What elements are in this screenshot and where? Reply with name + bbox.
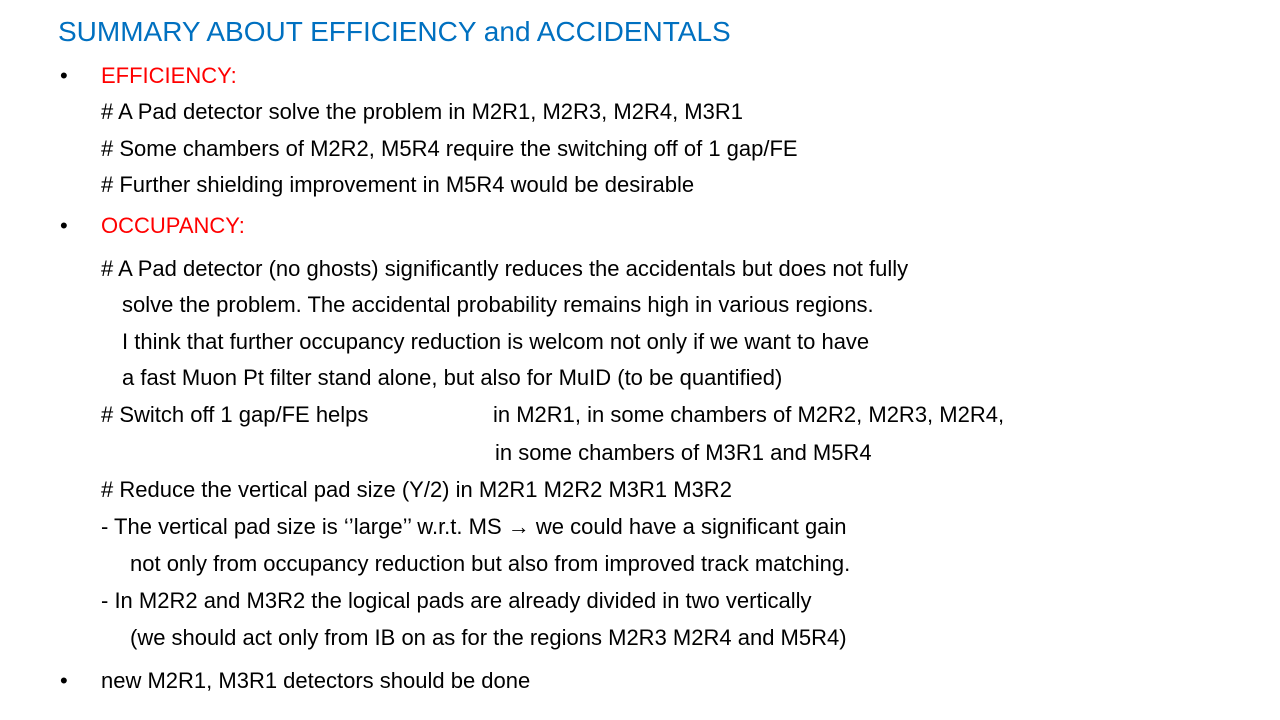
efficiency-line: # Further shielding improvement in M5R4 would be desirable — [101, 172, 695, 197]
divided-pads-line: - In M2R2 and M3R2 the logical pads are already divided in two vertically — [101, 588, 812, 613]
bullet-efficiency: • — [60, 63, 68, 88]
reduce-pad-size: # Reduce the vertical pad size (Y/2) in M2R1 M2R2 M3R1 M3R2 — [101, 477, 732, 502]
vertical-pad-text: - The vertical pad size is ‘’large’’ w.r.t. MS — [101, 514, 502, 539]
bullet-occupancy: • — [60, 213, 68, 238]
occupancy-heading: OCCUPANCY: — [101, 213, 245, 238]
occupancy-line: a fast Muon Pt filter stand alone, but also for MuID (to be quantified) — [122, 365, 783, 390]
new-detectors-line: new M2R1, M3R1 detectors should be done — [101, 668, 531, 693]
vertical-pad-line — [101, 511, 847, 543]
right-arrow-icon: → — [507, 514, 530, 539]
occupancy-line: # A Pad detector (no ghosts) significantly reduces the accidentals but does not fully — [101, 256, 909, 281]
bullet-detectors: • — [60, 668, 68, 693]
switch-off-regions: in some chambers of M3R1 and M5R4 — [495, 440, 872, 465]
switch-off-label: # Switch off 1 gap/FE helps — [101, 402, 369, 427]
vertical-pad-gain: we could have a significant gain — [535, 514, 847, 539]
slide-title: SUMMARY ABOUT EFFICIENCY and ACCIDENTALS — [58, 16, 731, 47]
divided-pads-line: (we should act only from IB on as for the regions M2R3 M2R4 and M5R4) — [130, 625, 847, 650]
occupancy-line: I think that further occupancy reduction is welcom not only if we want to have — [122, 329, 870, 354]
occupancy-line: solve the problem. The accidental probability remains high in various regions. — [122, 292, 874, 317]
efficiency-heading: EFFICIENCY: — [101, 63, 237, 88]
efficiency-line: # Some chambers of M2R2, M5R4 require the switching off of 1 gap/FE — [101, 136, 798, 161]
vertical-pad-continuation: not only from occupancy reduction but also from improved track matching. — [130, 551, 851, 576]
efficiency-line: # A Pad detector solve the problem in M2R1, M2R3, M2R4, M3R1 — [101, 99, 743, 124]
switch-off-regions: in M2R1, in some chambers of M2R2, M2R3, M2R4, — [493, 402, 1005, 427]
